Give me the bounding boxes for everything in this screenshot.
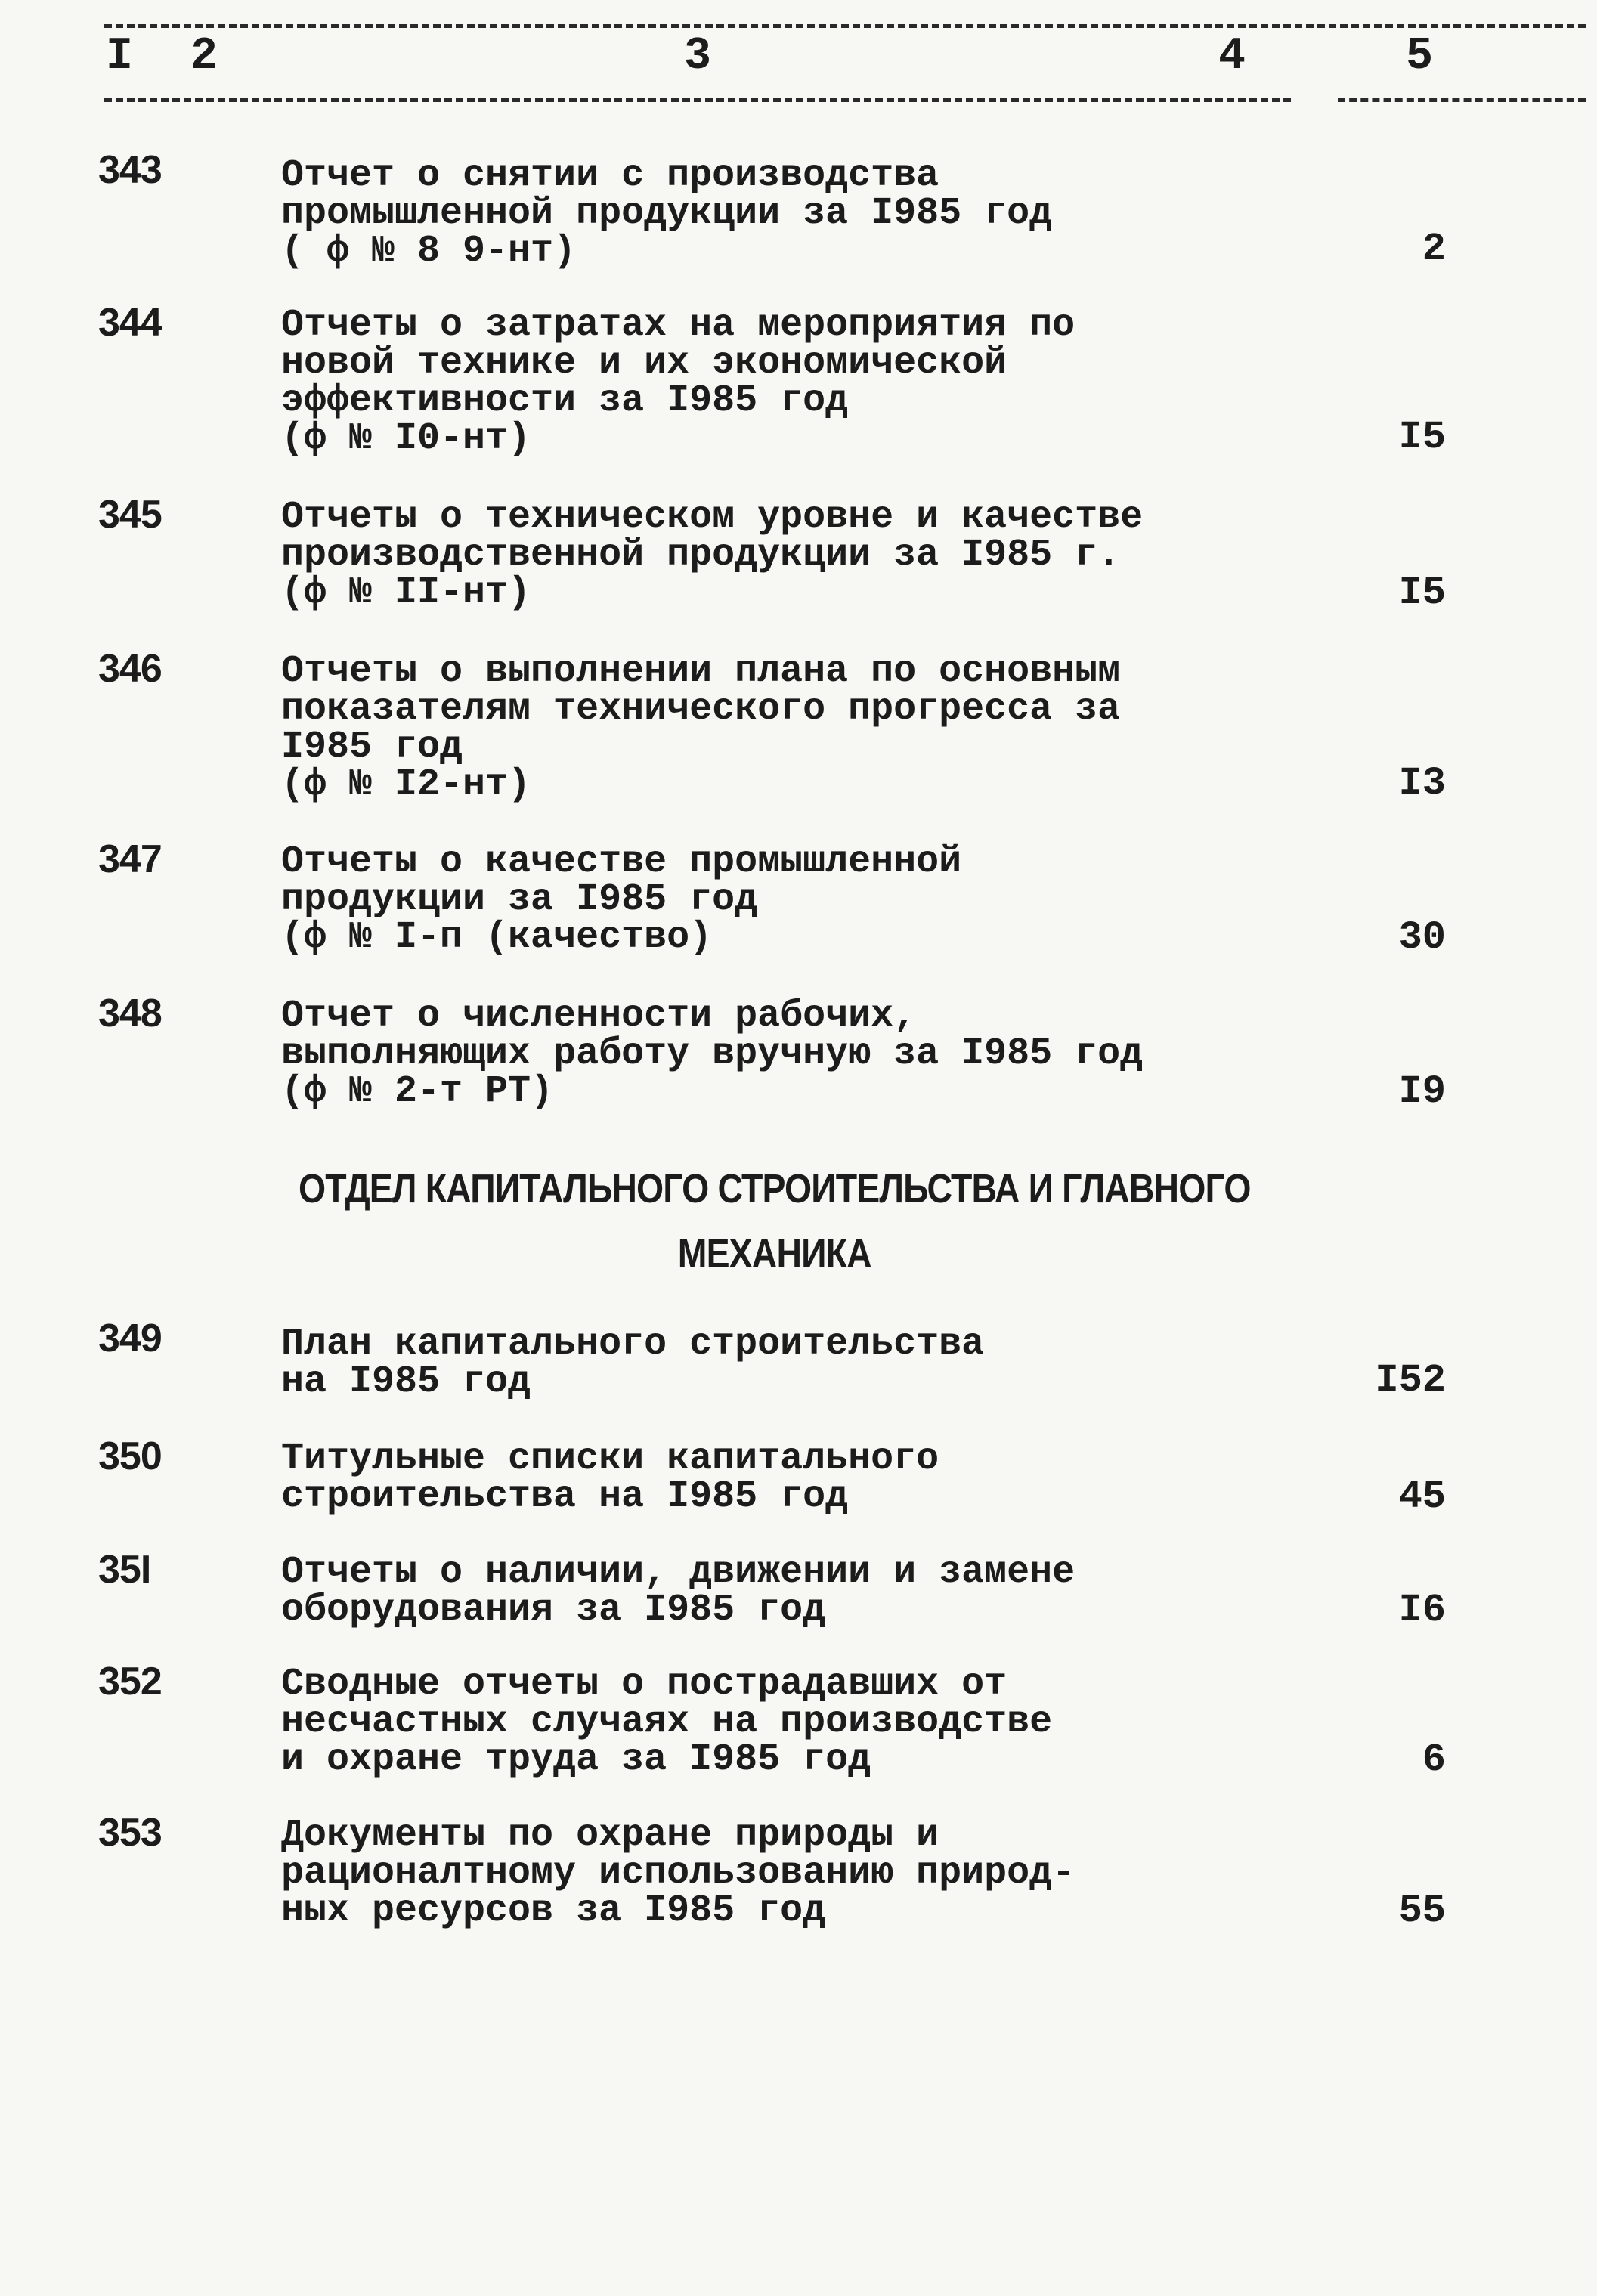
entry-description: Документы по охране природы и рационалтному использованию природ- ных ресурсов за I985 год <box>281 1814 1075 1932</box>
entry-count: I3 <box>1398 761 1446 806</box>
entry-count: 2 <box>1422 227 1446 271</box>
entry-number: 347 <box>98 837 162 881</box>
header-bottom-rule-left <box>104 98 1291 102</box>
entry-count: 30 <box>1398 915 1446 960</box>
section-heading-line-2: МЕХАНИКА <box>677 1231 871 1276</box>
entry-description: Отчеты о выполнении плана по основным показателям технического прогресса за I985 год (ф № I2-нт) <box>281 650 1121 806</box>
column-number-1: I <box>106 31 134 82</box>
entry-description: Отчеты о техническом уровне и качестве производственной продукции за I985 г. (ф № II-нт) <box>281 496 1144 614</box>
entry-count: I5 <box>1398 415 1446 460</box>
header-bottom-rule-right <box>1338 98 1586 102</box>
section-heading-line-1: ОТДЕЛ КАПИТАЛЬНОГО СТРОИТЕЛЬСТВА И ГЛАВНОГО <box>298 1166 1251 1211</box>
entry-count: I5 <box>1398 571 1446 615</box>
list-item <box>0 837 1597 961</box>
entry-number: 353 <box>98 1811 162 1855</box>
entry-number: 350 <box>98 1434 162 1478</box>
column-number-3: 3 <box>684 31 712 82</box>
entry-count: I52 <box>1375 1358 1446 1403</box>
entry-description: Титульные списки капитального строительства на I985 год <box>281 1437 939 1518</box>
list-item <box>0 301 1597 463</box>
entry-number: 35I <box>98 1548 151 1592</box>
entry-number: 349 <box>98 1317 162 1360</box>
entry-number: 352 <box>98 1660 162 1703</box>
list-item <box>0 992 1597 1116</box>
entry-number: 343 <box>98 148 162 192</box>
entry-description: Отчеты о наличии, движении и замене оборудования за I985 год <box>281 1551 1075 1632</box>
list-item <box>0 1811 1597 1935</box>
entry-count: 45 <box>1398 1474 1446 1519</box>
list-item <box>0 1317 1597 1403</box>
list-item <box>0 1660 1597 1784</box>
entry-description: Отчеты о качестве промышленной продукции за I985 год (ф № I-п (качество) <box>281 840 962 959</box>
entry-description: Отчеты о затратах на мероприятия по новой технике и их экономической эффективности за I985 год (ф № I0-нт) <box>281 304 1075 460</box>
entry-number: 348 <box>98 992 162 1035</box>
entry-number: 344 <box>98 301 162 345</box>
column-number-2: 2 <box>190 31 218 82</box>
entry-number: 346 <box>98 647 162 691</box>
column-header-row <box>0 23 1597 136</box>
column-number-4: 4 <box>1218 31 1246 82</box>
entry-description: Отчет о численности рабочих, выполняющих работу вручную за I985 год (ф № 2-т РТ) <box>281 995 1144 1113</box>
entry-count: 55 <box>1398 1889 1446 1933</box>
entry-count: I6 <box>1398 1588 1446 1632</box>
entry-count: 6 <box>1422 1737 1446 1782</box>
list-item <box>0 1434 1597 1521</box>
entry-count: I9 <box>1398 1069 1446 1114</box>
entry-description: Отчет о снятии с производства промышленной продукции за I985 год ( ф № 8 9-нт) <box>281 154 1053 273</box>
list-item <box>0 493 1597 617</box>
header-top-rule <box>104 24 1586 28</box>
entry-description: План капитального строительства на I985 год <box>281 1323 985 1403</box>
section-heading <box>88 1156 1461 1286</box>
column-number-5: 5 <box>1406 31 1434 82</box>
list-item <box>0 1548 1597 1634</box>
entry-number: 345 <box>98 493 162 537</box>
list-item <box>0 647 1597 809</box>
entry-description: Сводные отчеты о пострадавших от несчастных случаях на производстве и охране труда за I985 год <box>281 1663 1053 1781</box>
list-item <box>0 148 1597 273</box>
